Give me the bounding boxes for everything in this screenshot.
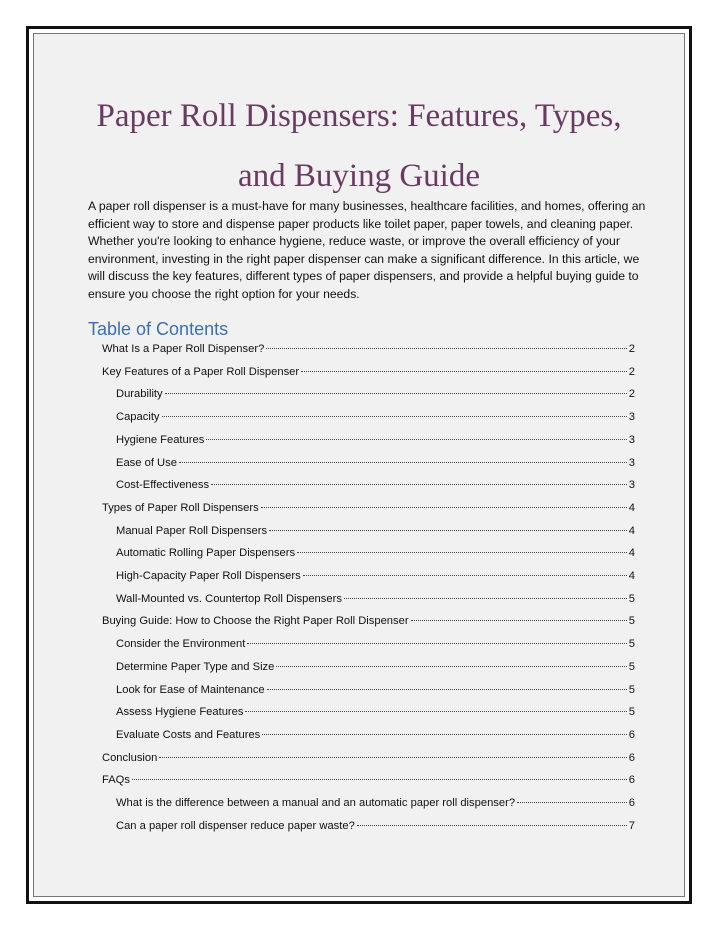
toc-leader-dots <box>517 802 627 803</box>
toc-leader-dots <box>269 530 627 531</box>
toc-entry-label: Can a paper roll dispenser reduce paper waste? <box>116 819 355 832</box>
toc-entry-page: 6 <box>628 774 635 787</box>
toc-entry-label: FAQs <box>102 774 130 787</box>
toc-entry-label: What is the difference between a manual and an automatic paper roll dispenser? <box>116 797 516 809</box>
toc-entry-page: 3 <box>628 456 635 469</box>
toc-entry-page: 6 <box>628 728 635 741</box>
toc-entry-label: Wall-Mounted vs. Countertop Roll Dispensers <box>116 592 342 605</box>
toc-entry-page: 5 <box>628 660 635 673</box>
toc-leader-dots <box>211 484 627 485</box>
toc-entry[interactable] <box>116 477 635 493</box>
toc-entry[interactable] <box>116 568 635 584</box>
toc-entry[interactable] <box>116 727 635 743</box>
toc-entry-label: Automatic Rolling Paper Dispensers <box>116 547 296 560</box>
toc-entry-page: 5 <box>628 706 635 719</box>
toc-entry-page: 5 <box>628 638 635 651</box>
toc-entry-label: High-Capacity Paper Roll Dispensers <box>116 570 301 582</box>
toc-entry-label: Ease of Use <box>116 456 177 469</box>
toc-leader-dots <box>357 825 627 826</box>
toc-entry-label: Durability <box>116 388 163 401</box>
toc-entry[interactable] <box>116 636 635 652</box>
toc-leader-dots <box>267 689 627 690</box>
toc-entry[interactable] <box>116 659 635 675</box>
toc-leader-dots <box>344 598 627 599</box>
toc-entry-page: 5 <box>628 615 635 628</box>
toc-entry[interactable] <box>102 613 635 629</box>
toc-entry-page: 5 <box>628 683 635 696</box>
toc-entry-label: Hygiene Features <box>116 433 205 446</box>
toc-leader-dots <box>159 757 626 758</box>
toc-leader-dots <box>262 734 626 735</box>
toc-leader-dots <box>132 779 627 780</box>
title-line-1: Paper Roll Dispensers: Features, Types, <box>96 98 622 134</box>
toc-entry[interactable] <box>102 750 635 766</box>
toc-entry[interactable] <box>116 455 635 471</box>
toc-leader-dots <box>245 711 626 712</box>
toc-entry[interactable] <box>116 545 635 561</box>
toc-entry-page: 2 <box>628 343 635 355</box>
toc-entry-label: Types of Paper Roll Dispensers <box>102 501 259 514</box>
title-line-2: and Buying Guide <box>238 158 480 194</box>
toc-entry-page: 6 <box>628 751 635 764</box>
toc-entry-page: 4 <box>628 570 635 582</box>
toc-entry-page: 3 <box>628 411 635 424</box>
toc-entry-page: 7 <box>628 819 635 832</box>
toc-entry[interactable] <box>116 591 635 607</box>
toc-entry[interactable] <box>116 523 635 539</box>
toc-entry[interactable] <box>102 341 635 357</box>
toc-entry[interactable] <box>116 795 635 811</box>
toc-leader-dots <box>162 416 627 417</box>
toc-entry-page: 2 <box>628 388 635 401</box>
toc-entry-label: Assess Hygiene Features <box>116 706 244 719</box>
toc-entry[interactable] <box>116 682 635 698</box>
toc-entry-page: 6 <box>628 797 635 809</box>
toc-leader-dots <box>266 348 626 349</box>
toc-entry-label: Cost-Effectiveness <box>116 479 210 492</box>
toc-heading: Table of Contents <box>88 319 229 339</box>
toc-leader-dots <box>297 552 627 553</box>
toc-leader-dots <box>165 393 627 394</box>
toc-entry[interactable] <box>116 704 635 720</box>
toc-entry-page: 4 <box>628 501 635 514</box>
toc-entry-page: 3 <box>628 479 635 492</box>
toc-entry[interactable] <box>116 818 635 834</box>
toc-entry[interactable] <box>116 409 635 425</box>
toc-entry-label: Key Features of a Paper Roll Dispenser <box>102 365 300 378</box>
toc-entry-label: Conclusion <box>102 751 158 764</box>
toc-entry-label: Determine Paper Type and Size <box>116 660 275 673</box>
toc-leader-dots <box>179 462 627 463</box>
page-frame <box>26 26 692 904</box>
toc-entry[interactable] <box>116 432 635 448</box>
document-title <box>34 86 684 206</box>
toc-entry[interactable] <box>116 386 635 402</box>
toc-entry-label: Look for Ease of Maintenance <box>116 683 265 696</box>
page-sheet <box>33 33 685 897</box>
toc-leader-dots <box>247 643 626 644</box>
toc-leader-dots <box>303 575 627 576</box>
toc-entry-page: 5 <box>628 592 635 605</box>
toc-entry-page: 3 <box>628 433 635 446</box>
toc-leader-dots <box>411 620 627 621</box>
toc-entry-page: 2 <box>628 365 635 378</box>
toc-entry[interactable] <box>102 500 635 516</box>
toc-entry-page: 4 <box>628 524 635 537</box>
toc-leader-dots <box>261 507 627 508</box>
toc-entry-label: Capacity <box>116 411 160 424</box>
toc-entry-label: Consider the Environment <box>116 638 246 651</box>
toc-entry[interactable] <box>102 364 635 380</box>
toc-entry-label: Manual Paper Roll Dispensers <box>116 524 268 537</box>
toc-entry-label: Evaluate Costs and Features <box>116 728 261 741</box>
toc-leader-dots <box>301 371 627 372</box>
toc-entry-label: Buying Guide: How to Choose the Right Paper Roll Dispenser <box>102 615 409 628</box>
toc-leader-dots <box>276 666 626 667</box>
toc-entry-label: What Is a Paper Roll Dispenser? <box>102 343 265 355</box>
toc-entry-page: 4 <box>628 547 635 560</box>
intro-paragraph: A paper roll dispenser is a must-have for many businesses, healthcare facilities, and homes, offering an efficient way to store and dispense paper products like toilet paper, paper towels, and cleaning paper. Whether you're looking to enhance hygiene, reduce waste, or improve the overall efficiency of your environment, investing in the right paper dispenser can make a significant difference. In this article, we will discuss the key features, different types of paper dispensers, and provide a helpful buying guide to ensure you choose the right option for your needs. <box>88 199 646 301</box>
toc-entry[interactable] <box>102 772 635 788</box>
toc-leader-dots <box>206 439 626 440</box>
